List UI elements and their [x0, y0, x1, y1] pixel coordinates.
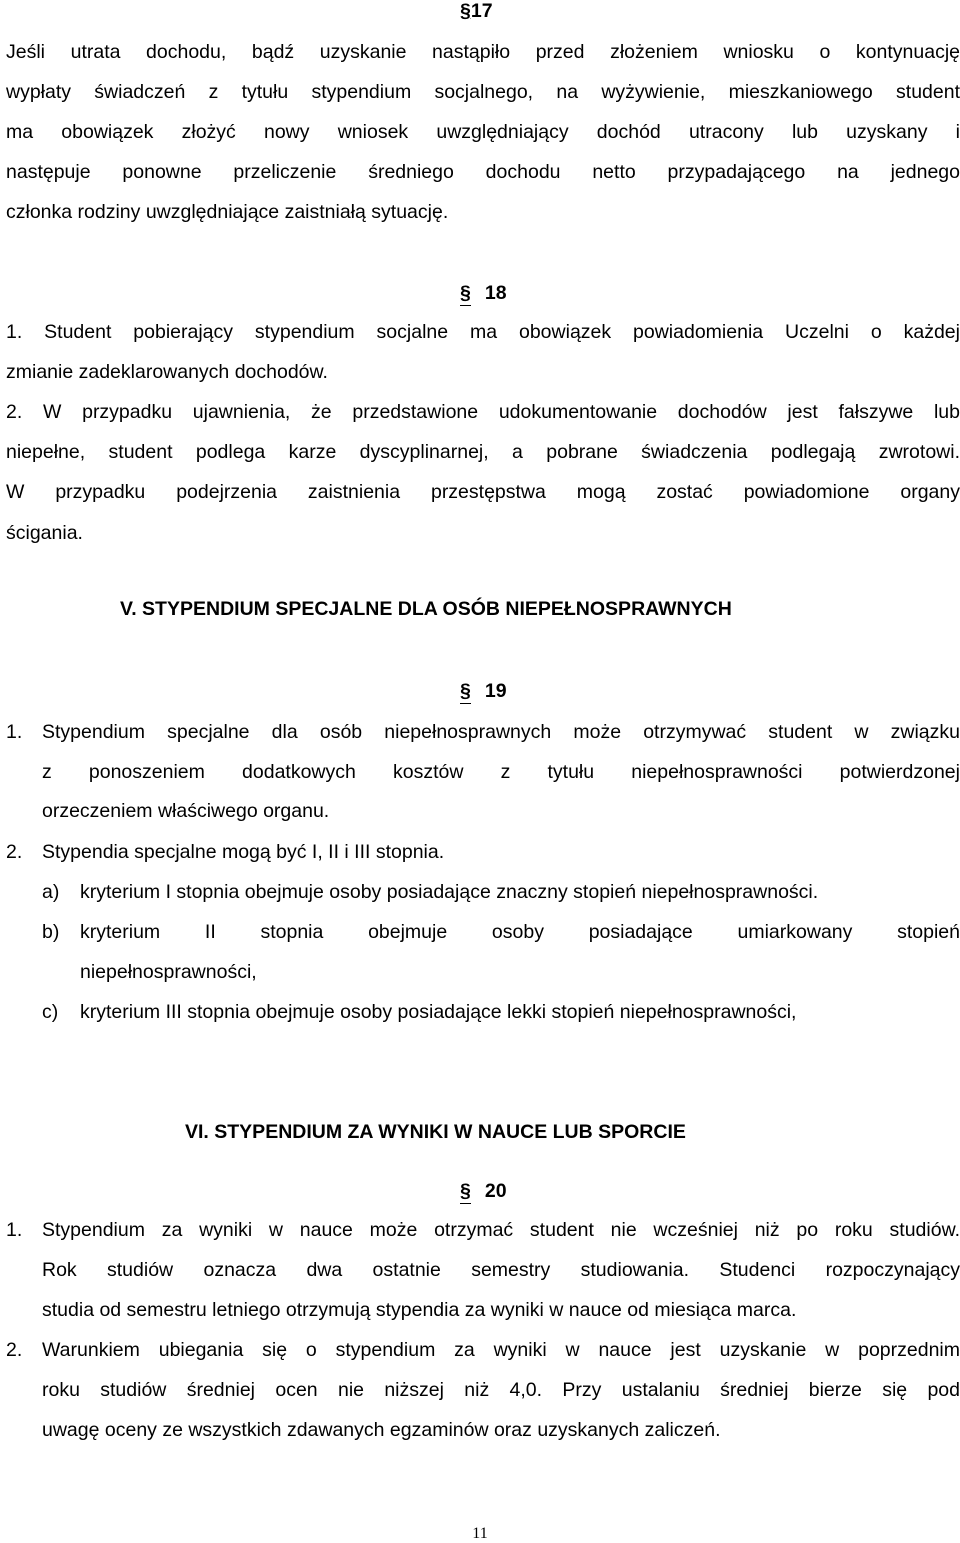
section-19-heading: [460, 680, 507, 704]
s18-line-1: 1. Student pobierający stypendium socjalne ma obowiązek powiadomienia Uczelni o każdej: [6, 321, 960, 343]
s20-p1-line-1: Stypendium za wyniki w nauce może otrzymać student nie wcześniej niż po roku studiów.: [42, 1219, 960, 1241]
s17-line-3: ma obowiązek złożyć nowy wniosek uwzględniający dochód utracony lub uzyskany i: [6, 121, 960, 143]
s19-p1-line-3: orzeczeniem właściwego organu.: [42, 800, 330, 822]
s18-line-5: W przypadku podejrzenia zaistnienia przestępstwa mogą zostać powiadomione organy: [6, 481, 960, 503]
page-number: 11: [472, 1525, 488, 1542]
s19-item-b-line-2: niepełnosprawności,: [80, 961, 257, 983]
chapter-v-heading: V. STYPENDIUM SPECJALNE DLA OSÓB NIEPEŁNOSPRAWNYCH: [120, 598, 732, 620]
s19-item-b-label: b): [42, 921, 60, 943]
s19-item-a-line-1: kryterium I stopnia obejmuje osoby posiadające znaczny stopień niepełnosprawności.: [80, 881, 819, 903]
s18-line-3: 2. W przypadku ujawnienia, że przedstawione udokumentowanie dochodów jest fałszywe lub: [6, 401, 960, 423]
section-18-heading: [460, 282, 507, 306]
s19-p2-text: Stypendia specjalne mogą być I, II i III stopnia.: [42, 841, 445, 863]
s20-p2-line-3: uwagę oceny ze wszystkich zdawanych egzaminów oraz uzyskanych zaliczeń.: [42, 1419, 721, 1441]
section-number: 17: [470, 0, 493, 22]
s19-item-a-label: a): [42, 881, 60, 903]
s18-line-2: zmianie zadeklarowanych dochodów.: [6, 361, 328, 383]
s20-p1-line-2: Rok studiów oznacza dwa ostatnie semestry studiowania. Studenci rozpoczynający: [42, 1259, 960, 1281]
section-symbol: §: [460, 1180, 471, 1202]
s18-line-6: ścigania.: [6, 522, 83, 544]
s17-line-4: następuje ponowne przeliczenie średniego dochodu netto przypadającego na jednego: [6, 161, 960, 183]
s20-p1-number: 1.: [6, 1219, 23, 1241]
s19-p1-line-1: Stypendium specjalne dla osób niepełnosprawnych może otrzymywać student w związku: [42, 721, 960, 743]
section-20-heading: [460, 1180, 507, 1204]
s20-p2-line-2: roku studiów średniej ocen nie niższej niż 4,0. Przy ustalaniu średniej bierze się pod: [42, 1379, 960, 1401]
section-symbol: §: [460, 680, 471, 702]
section-number: 20: [484, 1180, 507, 1202]
s19-item-c-label: c): [42, 1001, 59, 1023]
s17-line-1: Jeśli utrata dochodu, bądź uzyskanie nastąpiło przed złożeniem wniosku o kontynuację: [6, 41, 960, 63]
s19-p1-number: 1.: [6, 721, 23, 743]
s17-line-2: wypłaty świadczeń z tytułu stypendium socjalnego, na wyżywienie, mieszkaniowego student: [6, 81, 960, 103]
section-symbol: §: [460, 0, 471, 22]
s20-p1-line-3: studia od semestru letniego otrzymują stypendia za wyniki w nauce od miesiąca marca.: [42, 1299, 797, 1321]
chapter-vi-heading: VI. STYPENDIUM ZA WYNIKI W NAUCE LUB SPORCIE: [185, 1121, 686, 1143]
s17-line-5: członka rodziny uwzględniające zaistniałą sytuację.: [6, 201, 449, 223]
section-17-heading: [460, 0, 493, 23]
s19-item-c-line-1: kryterium III stopnia obejmuje osoby posiadające lekki stopień niepełnosprawności,: [80, 1001, 797, 1023]
s20-p2-number: 2.: [6, 1339, 23, 1361]
s19-item-b-line-1: kryterium II stopnia obejmuje osoby posiadające umiarkowany stopień: [80, 921, 960, 943]
s19-p2-number: 2.: [6, 841, 23, 863]
section-symbol: §: [460, 282, 471, 304]
s18-line-4: niepełne, student podlega karze dyscyplinarnej, a pobrane świadczenia podlegają zwrotowi.: [6, 441, 960, 463]
section-number: 18: [484, 282, 507, 304]
s20-p2-line-1: Warunkiem ubiegania się o stypendium za wyniki w nauce jest uzyskanie w poprzednim: [42, 1339, 960, 1361]
s19-p1-line-2: z ponoszeniem dodatkowych kosztów z tytułu niepełnosprawności potwierdzonej: [42, 761, 960, 783]
section-number: 19: [484, 680, 507, 702]
